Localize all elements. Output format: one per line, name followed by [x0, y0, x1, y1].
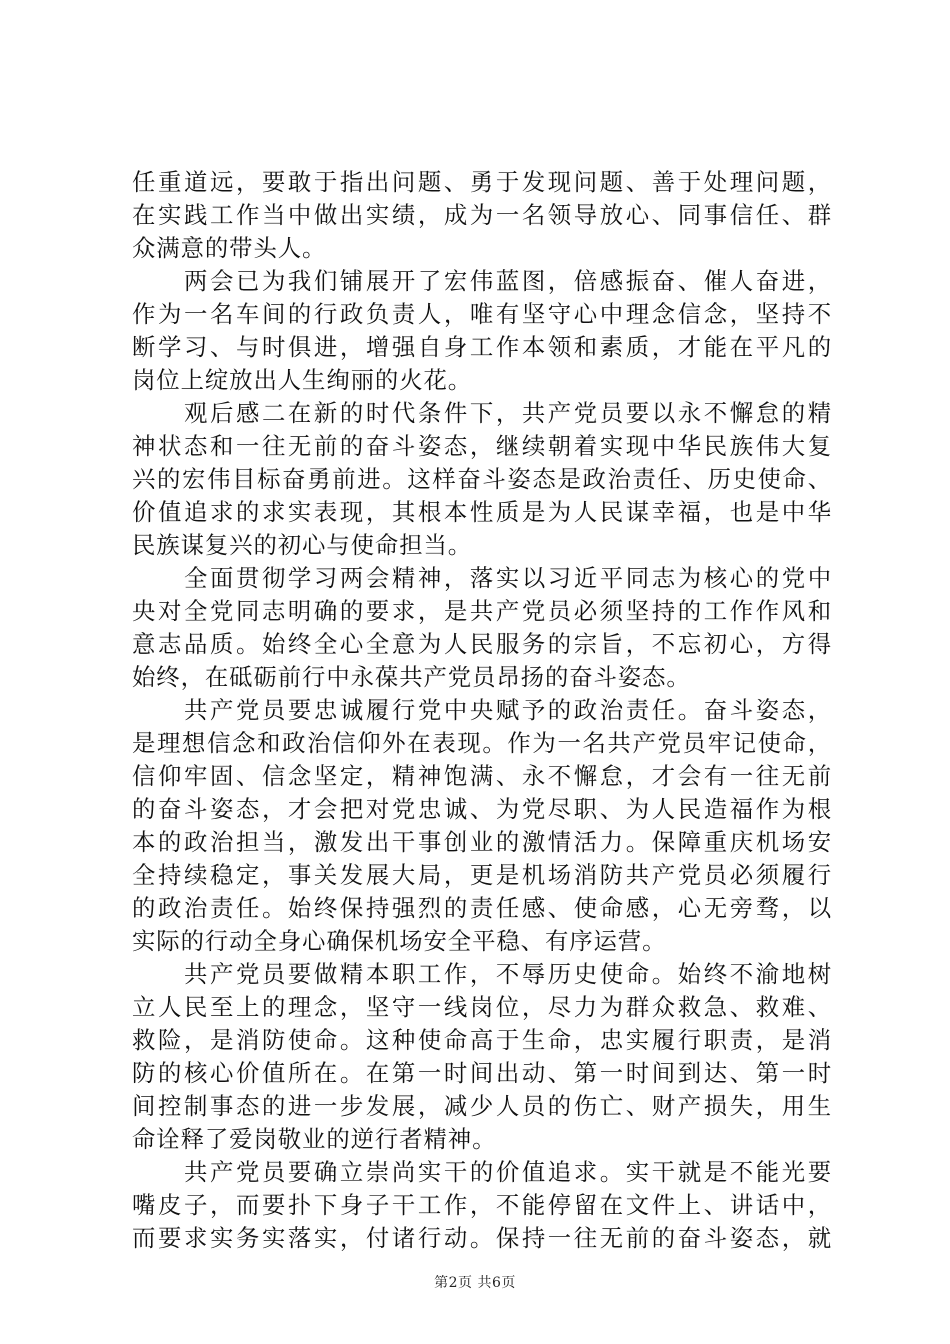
- text-line: 观后感二在新的时代条件下，共产党员要以永不懈怠的精: [132, 399, 832, 427]
- text-line: 任重道远，要敢于指出问题、勇于发现问题、善于处理问题，: [132, 168, 832, 196]
- text-line: 价值追求的求实表现，其根本性质是为人民谋幸福，也是中华: [132, 498, 832, 526]
- text-line: 嘴皮子，而要扑下身子干工作，不能停留在文件上、讲话中，: [132, 1191, 832, 1219]
- text-line: 作为一名车间的行政负责人，唯有坚守心中理念信念，坚持不: [132, 300, 832, 328]
- text-line: 央对全党同志明确的要求，是共产党员必须坚持的工作作风和: [132, 597, 832, 625]
- text-line: 信仰牢固、信念坚定，精神饱满、永不懈怠，才会有一往无前: [132, 762, 832, 790]
- text-line: 意志品质。始终全心全意为人民服务的宗旨，不忘初心，方得: [132, 630, 832, 658]
- text-line: 断学习、与时俱进，增强自身工作本领和素质，才能在平凡的: [132, 333, 832, 361]
- text-line: 防的核心价值所在。在第一时间出动、第一时间到达、第一时: [132, 1059, 832, 1087]
- text-line: 两会已为我们铺展开了宏伟蓝图，倍感振奋、催人奋进，: [132, 267, 832, 295]
- text-line: 是理想信念和政治信仰外在表现。作为一名共产党员牢记使命，: [132, 729, 832, 757]
- text-line: 共产党员要确立崇尚实干的价值追求。实干就是不能光要: [132, 1158, 832, 1186]
- text-line: 命诠释了爱岗敬业的逆行者精神。: [132, 1125, 497, 1153]
- text-line: 全持续稳定，事关发展大局，更是机场消防共产党员必须履行: [132, 861, 832, 889]
- text-line: 兴的宏伟目标奋勇前进。这样奋斗姿态是政治责任、历史使命、: [132, 465, 832, 493]
- text-line: 始终，在砥砺前行中永葆共产党员昂扬的奋斗姿态。: [132, 663, 691, 691]
- text-line: 共产党员要做精本职工作，不辱历史使命。始终不渝地树: [132, 960, 832, 988]
- text-line: 的政治责任。始终保持强烈的责任感、使命感，心无旁骛，以: [132, 894, 832, 922]
- text-line: 立人民至上的理念，坚守一线岗位，尽力为群众救急、救难、: [132, 993, 832, 1021]
- text-line: 全面贯彻学习两会精神，落实以习近平同志为核心的党中: [132, 564, 832, 592]
- text-line: 共产党员要忠诚履行党中央赋予的政治责任。奋斗姿态，: [132, 696, 832, 724]
- text-line: 众满意的带头人。: [132, 234, 327, 262]
- text-line: 在实践工作当中做出实绩，成为一名领导放心、同事信任、群: [132, 201, 832, 229]
- text-line: 实际的行动全身心确保机场安全平稳、有序运营。: [132, 927, 667, 955]
- text-line: 而要求实务实落实，付诸行动。保持一往无前的奋斗姿态，就: [132, 1224, 832, 1252]
- text-line: 岗位上绽放出人生绚丽的火花。: [132, 366, 473, 394]
- text-line: 本的政治担当，激发出干事创业的激情活力。保障重庆机场安: [132, 828, 832, 856]
- text-line: 救险，是消防使命。这种使命高于生命，忠实履行职责，是消: [132, 1026, 832, 1054]
- text-line: 的奋斗姿态，才会把对党忠诚、为党尽职、为人民造福作为根: [132, 795, 832, 823]
- text-line: 神状态和一往无前的奋斗姿态，继续朝着实现中华民族伟大复: [132, 432, 832, 460]
- text-line: 间控制事态的进一步发展，减少人员的伤亡、财产损失，用生: [132, 1092, 832, 1120]
- text-line: 民族谋复兴的初心与使命担当。: [132, 531, 473, 559]
- document-body: [132, 166, 832, 1255]
- page-footer: 第2页 共6页: [434, 1275, 516, 1291]
